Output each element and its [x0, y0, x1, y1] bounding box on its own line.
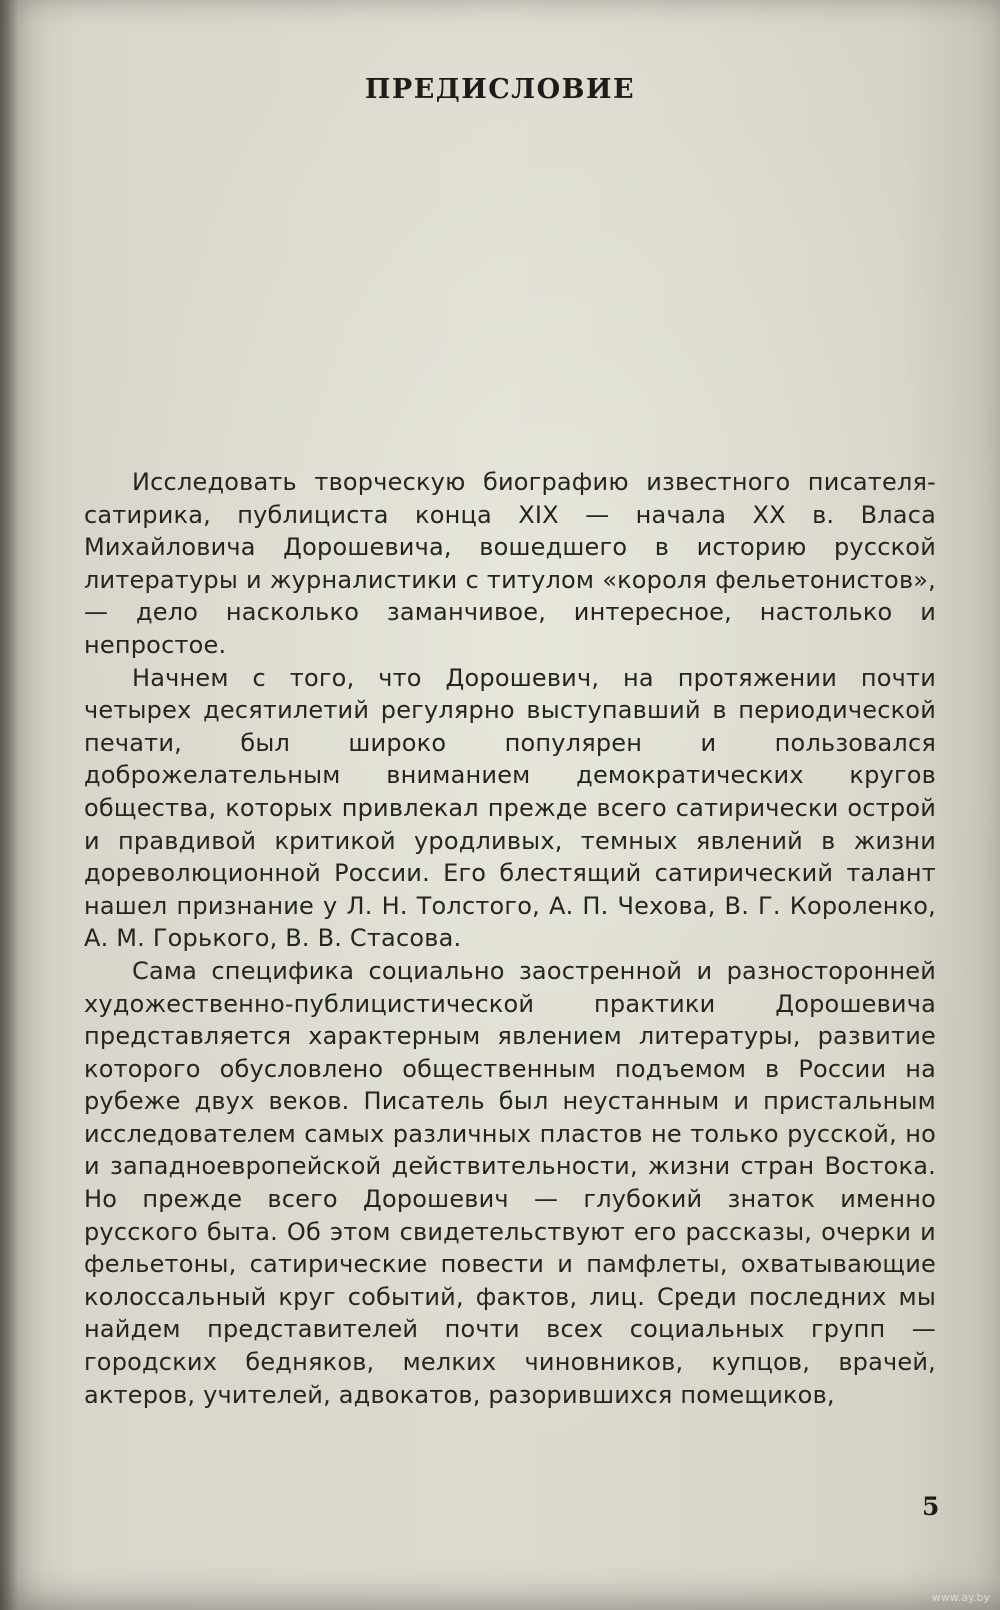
paragraph-2: Начнем с того, что Дорошевич, на протяжении почти четырех десятилетий регулярно выступавший в периодической печати, был широко популярен и пользовался доброжелательным вниманием демократических кругов общества, которых привлекал прежде всего сатирически острой и правдивой критикой уродливых, темных явлений в жизни дореволюционной России. Его блестящий сатирический талант нашел признание у Л. Н. Толстого, А. П. Чехова, В. Г. Короленко, А. М. Горького, В. В. Стасова.	[84, 663, 936, 953]
body-text	[84, 466, 936, 1411]
page-title: ПРЕДИСЛОВИЕ	[364, 74, 636, 105]
paragraph-1: Исследовать творческую биографию известного писателя-сатирика, публициста конца XIX — начала XX в. Власа Михайловича Дорошевича, вошедшего в историю русской литературы и журналистики с титулом «короля фельетонистов», — дело насколько заманчивое, интересное, настолько и непростое.	[84, 468, 936, 659]
page-number: 5	[922, 1492, 940, 1521]
watermark: www.ay.by	[931, 1591, 990, 1604]
spine-shadow	[0, 0, 18, 1610]
paragraph-3: Сама специфика социально заостренной и разносторонней художественно-публицистической практики Дорошевича представляется характерным явлением литературы, развитие которого обусловлено общественным подъемом в России на рубеже двух веков. Писатель был неустанным и пристальным исследователем самых различных пластов не только русской, но и западноевропейской действительности, жизни стран Востока. Но прежде всего Дорошевич — глубокий знаток именно русского быта. Об этом свидетельствуют его рассказы, очерки и фельетоны, сатирические повести и памфлеты, охватывающие колоссальный круг событий, фактов, лиц. Среди последних мы найдем представителей почти всех социальных групп — городских бедняков, мелких чиновников, купцов, врачей, актеров, учителей, адвокатов, разорившихся помещиков,	[84, 956, 936, 1409]
